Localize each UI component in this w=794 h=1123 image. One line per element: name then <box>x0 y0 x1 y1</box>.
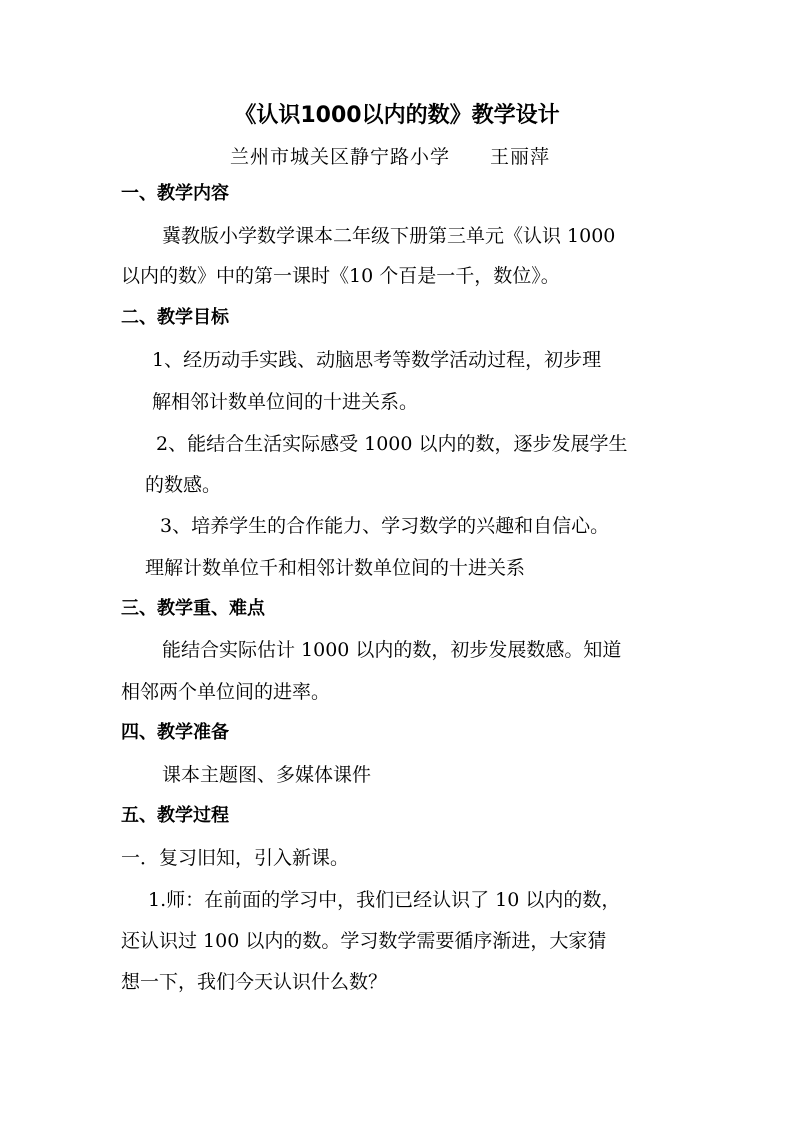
section-heading-key-points: 三、教学重、难点 <box>121 598 265 619</box>
paragraph-line: 以内的数》中的第一课时《10 个百是一千，数位》。 <box>121 265 560 287</box>
paragraph-line: 理解计数单位千和相邻计数单位间的十进关系 <box>145 557 526 579</box>
section-heading-process: 五、教学过程 <box>121 805 229 826</box>
paragraph-line: 1、经历动手实践、动脑思考等数学活动过程，初步理 <box>152 349 602 371</box>
paragraph-line: 冀教版小学数学课本二年级下册第三单元《认识 1000 <box>162 225 616 247</box>
paragraph-line: 一．复习旧知，引入新课。 <box>121 847 350 869</box>
section-heading-objectives: 二、教学目标 <box>121 307 229 328</box>
paragraph-line: 的数感。 <box>145 474 222 496</box>
paragraph-line: 能结合实际估计 1000 以内的数，初步发展数感。知道 <box>162 639 622 661</box>
paragraph-line: 1.师：在前面的学习中，我们已经认识了 10 以内的数， <box>148 889 621 911</box>
document-title: 《认识1000以内的数》教学设计 <box>234 103 560 128</box>
paragraph-line: 课本主题图、多媒体课件 <box>162 764 372 786</box>
paragraph-line: 解相邻计数单位间的十进关系。 <box>152 391 419 413</box>
author-line: 兰州市城关区静宁路小学 王丽萍 <box>230 146 551 168</box>
paragraph-line: 3、培养学生的合作能力、学习数学的兴趣和自信心。 <box>160 515 610 537</box>
paragraph-line: 2、能结合生活实际感受 1000 以内的数，逐步发展学生 <box>156 433 628 455</box>
section-heading-content: 一、教学内容 <box>121 183 229 204</box>
section-heading-preparation: 四、教学准备 <box>121 722 229 743</box>
paragraph-line: 想一下，我们今天认识什么数？ <box>121 971 388 993</box>
paragraph-line: 还认识过 100 以内的数。学习数学需要循序渐进，大家猜 <box>121 930 607 952</box>
paragraph-line: 相邻两个单位间的进率。 <box>121 681 331 703</box>
